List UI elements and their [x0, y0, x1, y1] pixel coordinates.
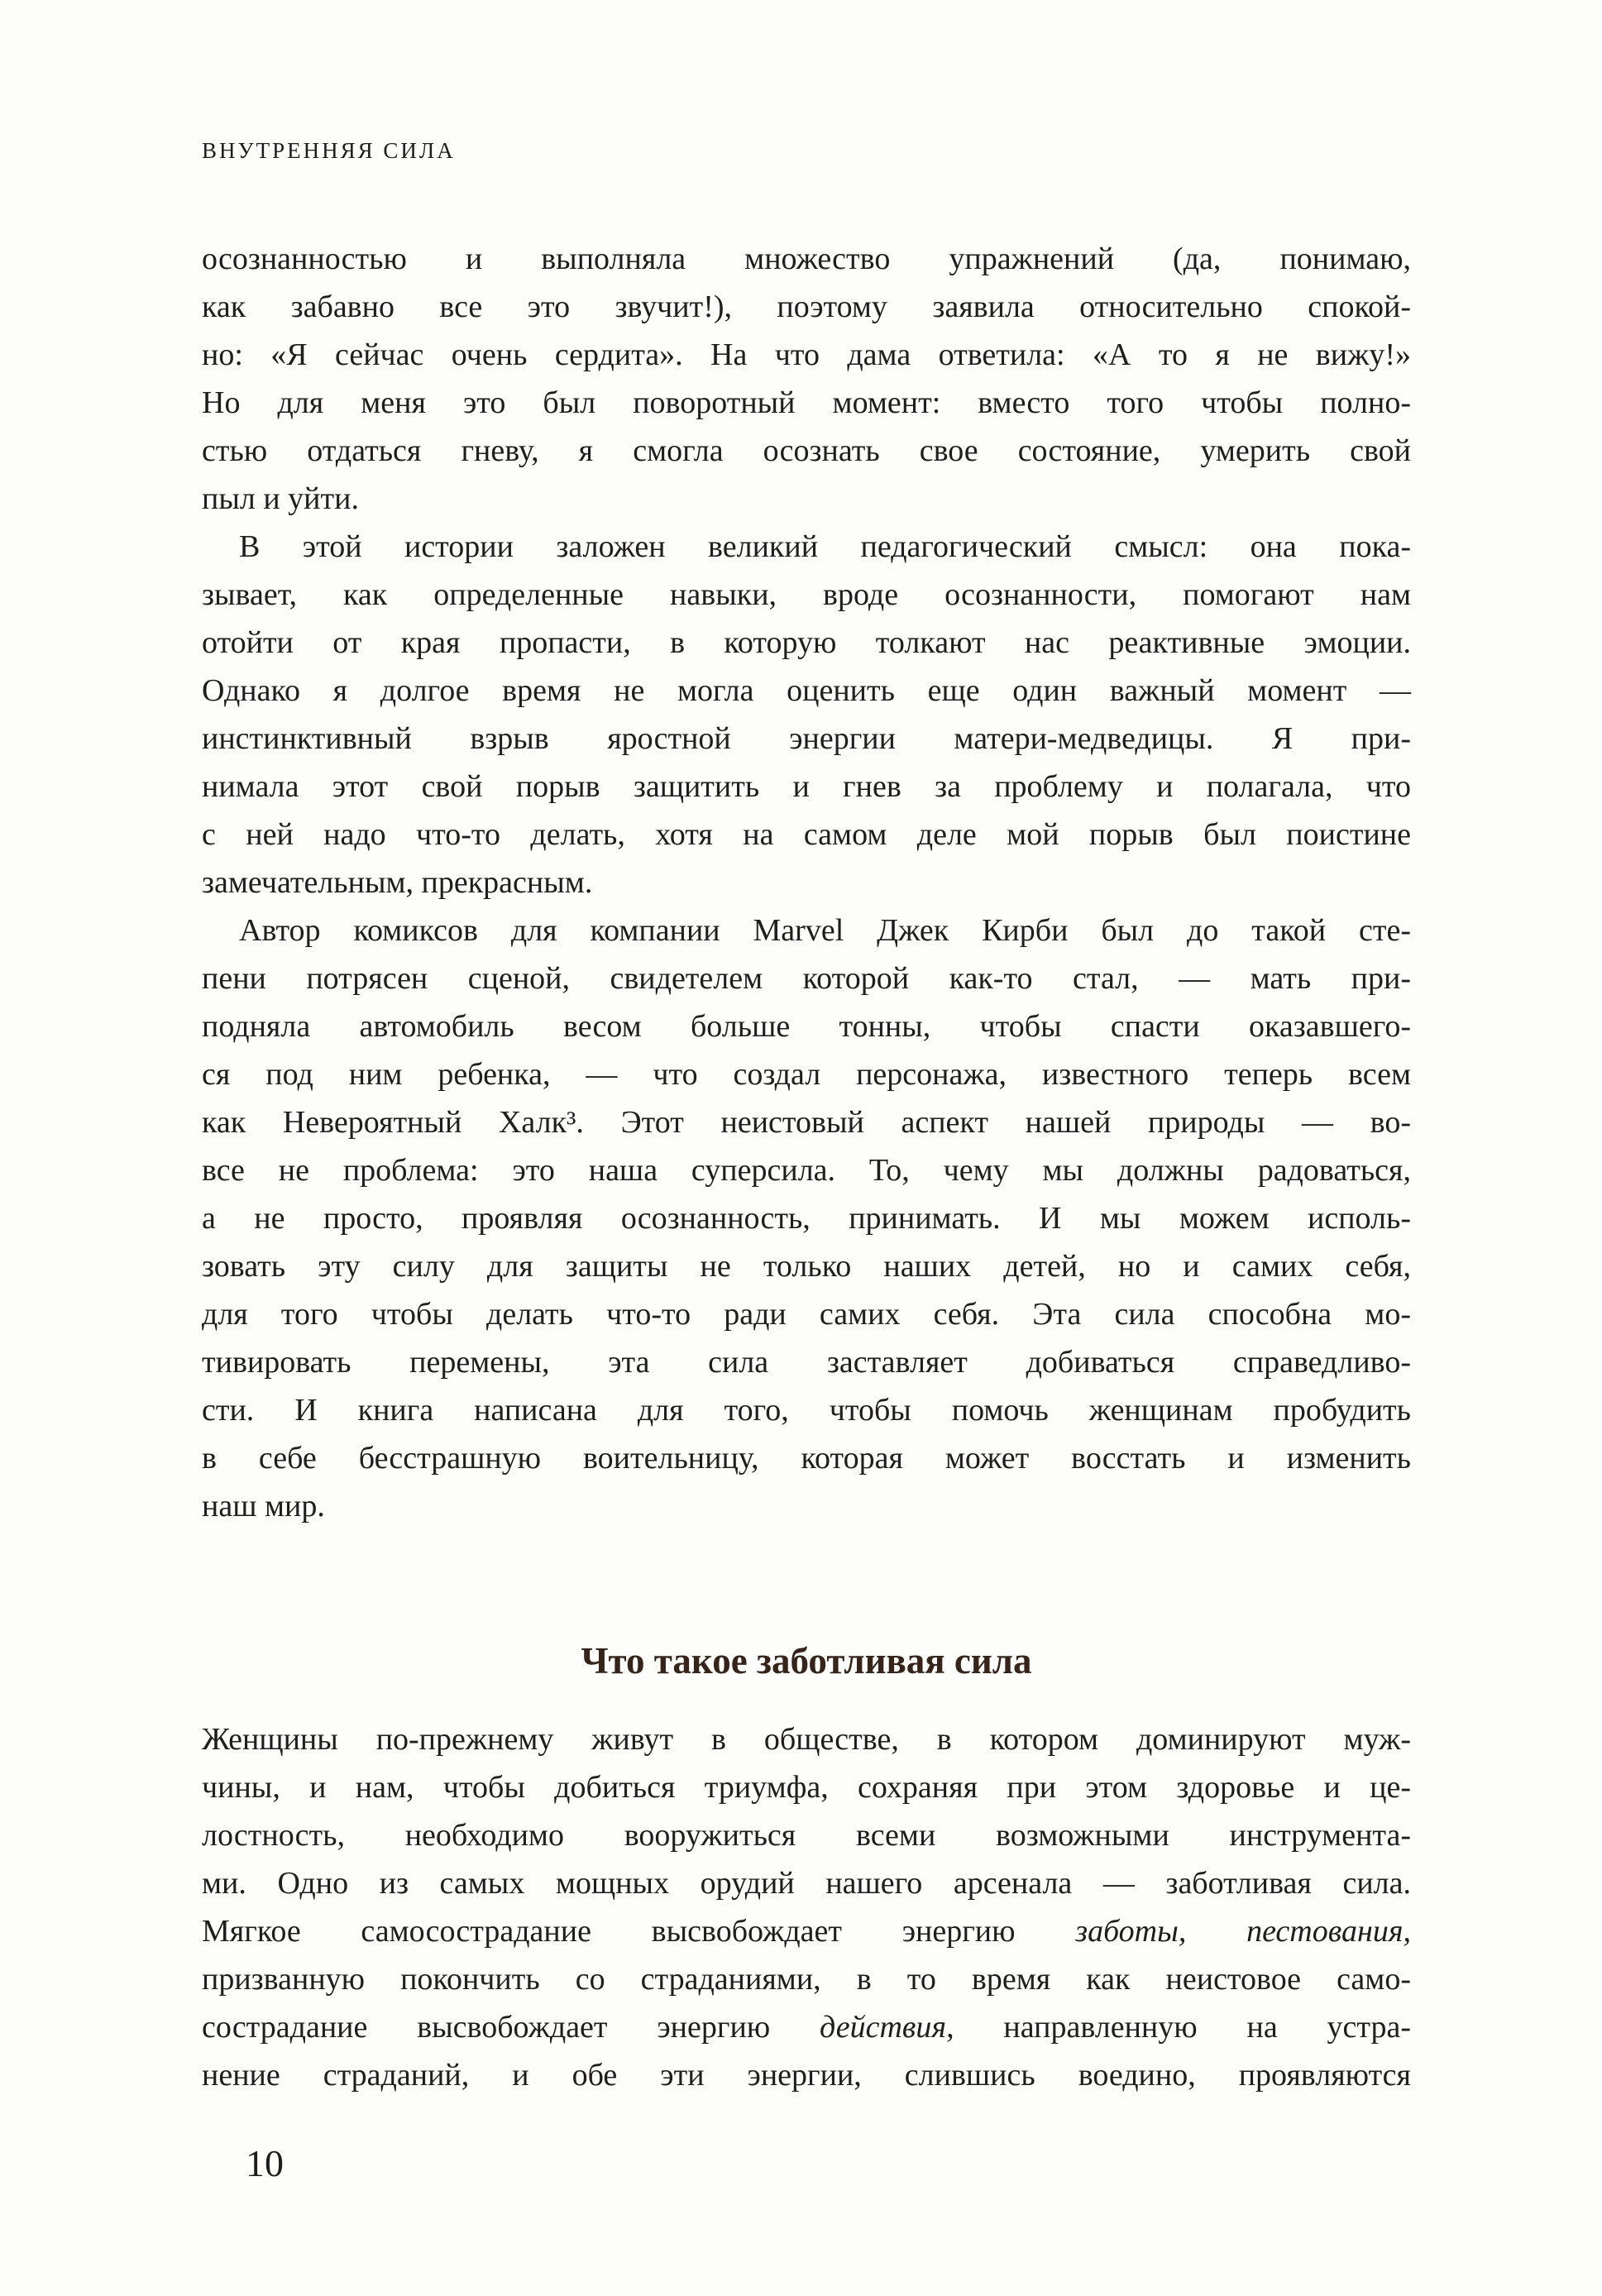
text-line — [202, 1002, 1411, 1050]
body-text: Мягкое самосострадание высвобождает энергию — [202, 1914, 1076, 1949]
text-line — [202, 427, 1411, 475]
text-line — [202, 1194, 1411, 1242]
text-line — [202, 715, 1411, 763]
text-line — [202, 811, 1411, 859]
text-line — [202, 763, 1411, 811]
body-text: инстинктивный взрыв яростной энергии матери-медведицы. Я при- — [202, 721, 1411, 756]
body-text: Женщины по-прежнему живут в обществе, в котором доминируют муж- — [202, 1722, 1411, 1757]
body-text: сострадание высвобождает энергию — [202, 2010, 820, 2045]
body-text: стью отдаться гневу, я смогла осознать свое состояние, умерить свой — [202, 433, 1411, 468]
body-text: а не просто, проявляя осознанность, принимать. И мы можем исполь- — [202, 1201, 1411, 1236]
body-text: пыл и уйти. — [202, 481, 359, 516]
body-text: наш мир. — [202, 1489, 325, 1523]
body-text: призванную покончить со страданиями, в то время как неистовое само- — [202, 1962, 1411, 1997]
italic-text: заботы, пестования, — [1075, 1914, 1411, 1949]
page-number: 10 — [246, 2142, 284, 2184]
body-text: отойти от края пропасти, в которую толкают нас реактивные эмоции. — [202, 625, 1411, 660]
body-text: нимала этот свой порыв защитить и гнев за проблему и полагала, что — [202, 769, 1411, 804]
body-text: В этой истории заложен великий педагогический смысл: она пока- — [239, 529, 1411, 564]
text-line — [202, 283, 1411, 331]
body-text: нение страданий, и обе эти энергии, слившись воедино, проявляются — [202, 2058, 1411, 2093]
body-text: , направленную на устра- — [946, 2010, 1411, 2045]
body-text: с ней надо что-то делать, хотя на самом деле мой порыв был поистине — [202, 817, 1411, 852]
body-text: в себе бесстрашную воительницу, которая может восстать и изменить — [202, 1441, 1411, 1476]
body-text: Автор комиксов для компании Marvel Джек Кирби был до такой сте- — [239, 913, 1411, 948]
body-text: но: «Я сейчас очень сердита». На что дама ответила: «А то я не вижу!» — [202, 337, 1411, 372]
body-text: как Невероятный Халк³. Этот неистовый аспект нашей природы — во- — [202, 1105, 1411, 1140]
text-line — [202, 2051, 1411, 2099]
text-line — [202, 475, 1411, 523]
body-text: сти. И книга написана для того, чтобы помочь женщинам пробудить — [202, 1393, 1411, 1428]
text-line — [202, 667, 1411, 715]
body-text: ми. Одно из самых мощных орудий нашего арсенала — заботливая сила. — [202, 1866, 1411, 1901]
body-text: осознанностью и выполняла множество упражнений (да, понимаю, — [202, 242, 1411, 276]
text-line — [202, 1955, 1411, 2003]
body-text: зовать эту силу для защиты не только наших детей, но и самих себя, — [202, 1249, 1411, 1284]
text-line — [202, 859, 1411, 906]
text-line — [202, 235, 1411, 283]
text-line — [202, 1050, 1411, 1098]
body-text: зывает, как определенные навыки, вроде осознанности, помогают нам — [202, 577, 1411, 612]
text-line — [202, 1386, 1411, 1434]
text-line — [202, 379, 1411, 427]
running-head: ВНУТРЕННЯЯ СИЛА — [202, 138, 456, 163]
text-line — [202, 1811, 1411, 1859]
text-line — [202, 1763, 1411, 1811]
body-text: лостность, необходимо вооружиться всеми возможными инструмента- — [202, 1818, 1411, 1853]
body-text: ся под ним ребенка, — что создал персонажа, известного теперь всем — [202, 1057, 1411, 1092]
italic-text: действия — [820, 2010, 947, 2045]
body-text: для того чтобы делать что-то ради самих себя. Эта сила способна мо- — [202, 1297, 1411, 1332]
body-text: пени потрясен сценой, свидетелем которой как-то стал, — мать при- — [202, 961, 1411, 996]
text-line — [202, 954, 1411, 1002]
body-text: как забавно все это звучит!), поэтому заявила относительно спокой- — [202, 289, 1411, 324]
text-line — [202, 619, 1411, 667]
text-line — [202, 1290, 1411, 1338]
text-line — [202, 1715, 1411, 1763]
text-line — [202, 1434, 1411, 1482]
body-text: тивировать перемены, эта сила заставляет добиваться справедливо- — [202, 1345, 1411, 1380]
body-text: подняла автомобиль весом больше тонны, чтобы спасти оказавшего- — [202, 1009, 1411, 1044]
body-text: замечательным, прекрасным. — [202, 865, 593, 900]
body-text: Но для меня это был поворотный момент: вместо того чтобы полно- — [202, 385, 1411, 420]
text-column — [202, 235, 1411, 2099]
text-line — [202, 1098, 1411, 1146]
text-line — [202, 523, 1411, 571]
text-line — [202, 1338, 1411, 1386]
text-line — [202, 571, 1411, 619]
text-line — [202, 1482, 1411, 1530]
text-line — [202, 1859, 1411, 1907]
body-text: чины, и нам, чтобы добиться триумфа, сохраняя при этом здоровье и це- — [202, 1770, 1411, 1805]
text-line — [202, 331, 1411, 379]
body-text: все не проблема: это наша суперсила. То, чему мы должны радоваться, — [202, 1153, 1411, 1188]
text-line — [202, 1242, 1411, 1290]
text-line — [202, 2003, 1411, 2051]
text-line — [202, 1907, 1411, 1955]
body-text: Однако я долгое время не могла оценить еще один важный момент — — [202, 673, 1411, 708]
section-heading: Что такое заботливая сила — [581, 1640, 1032, 1681]
text-line — [202, 1146, 1411, 1194]
text-line — [202, 906, 1411, 954]
